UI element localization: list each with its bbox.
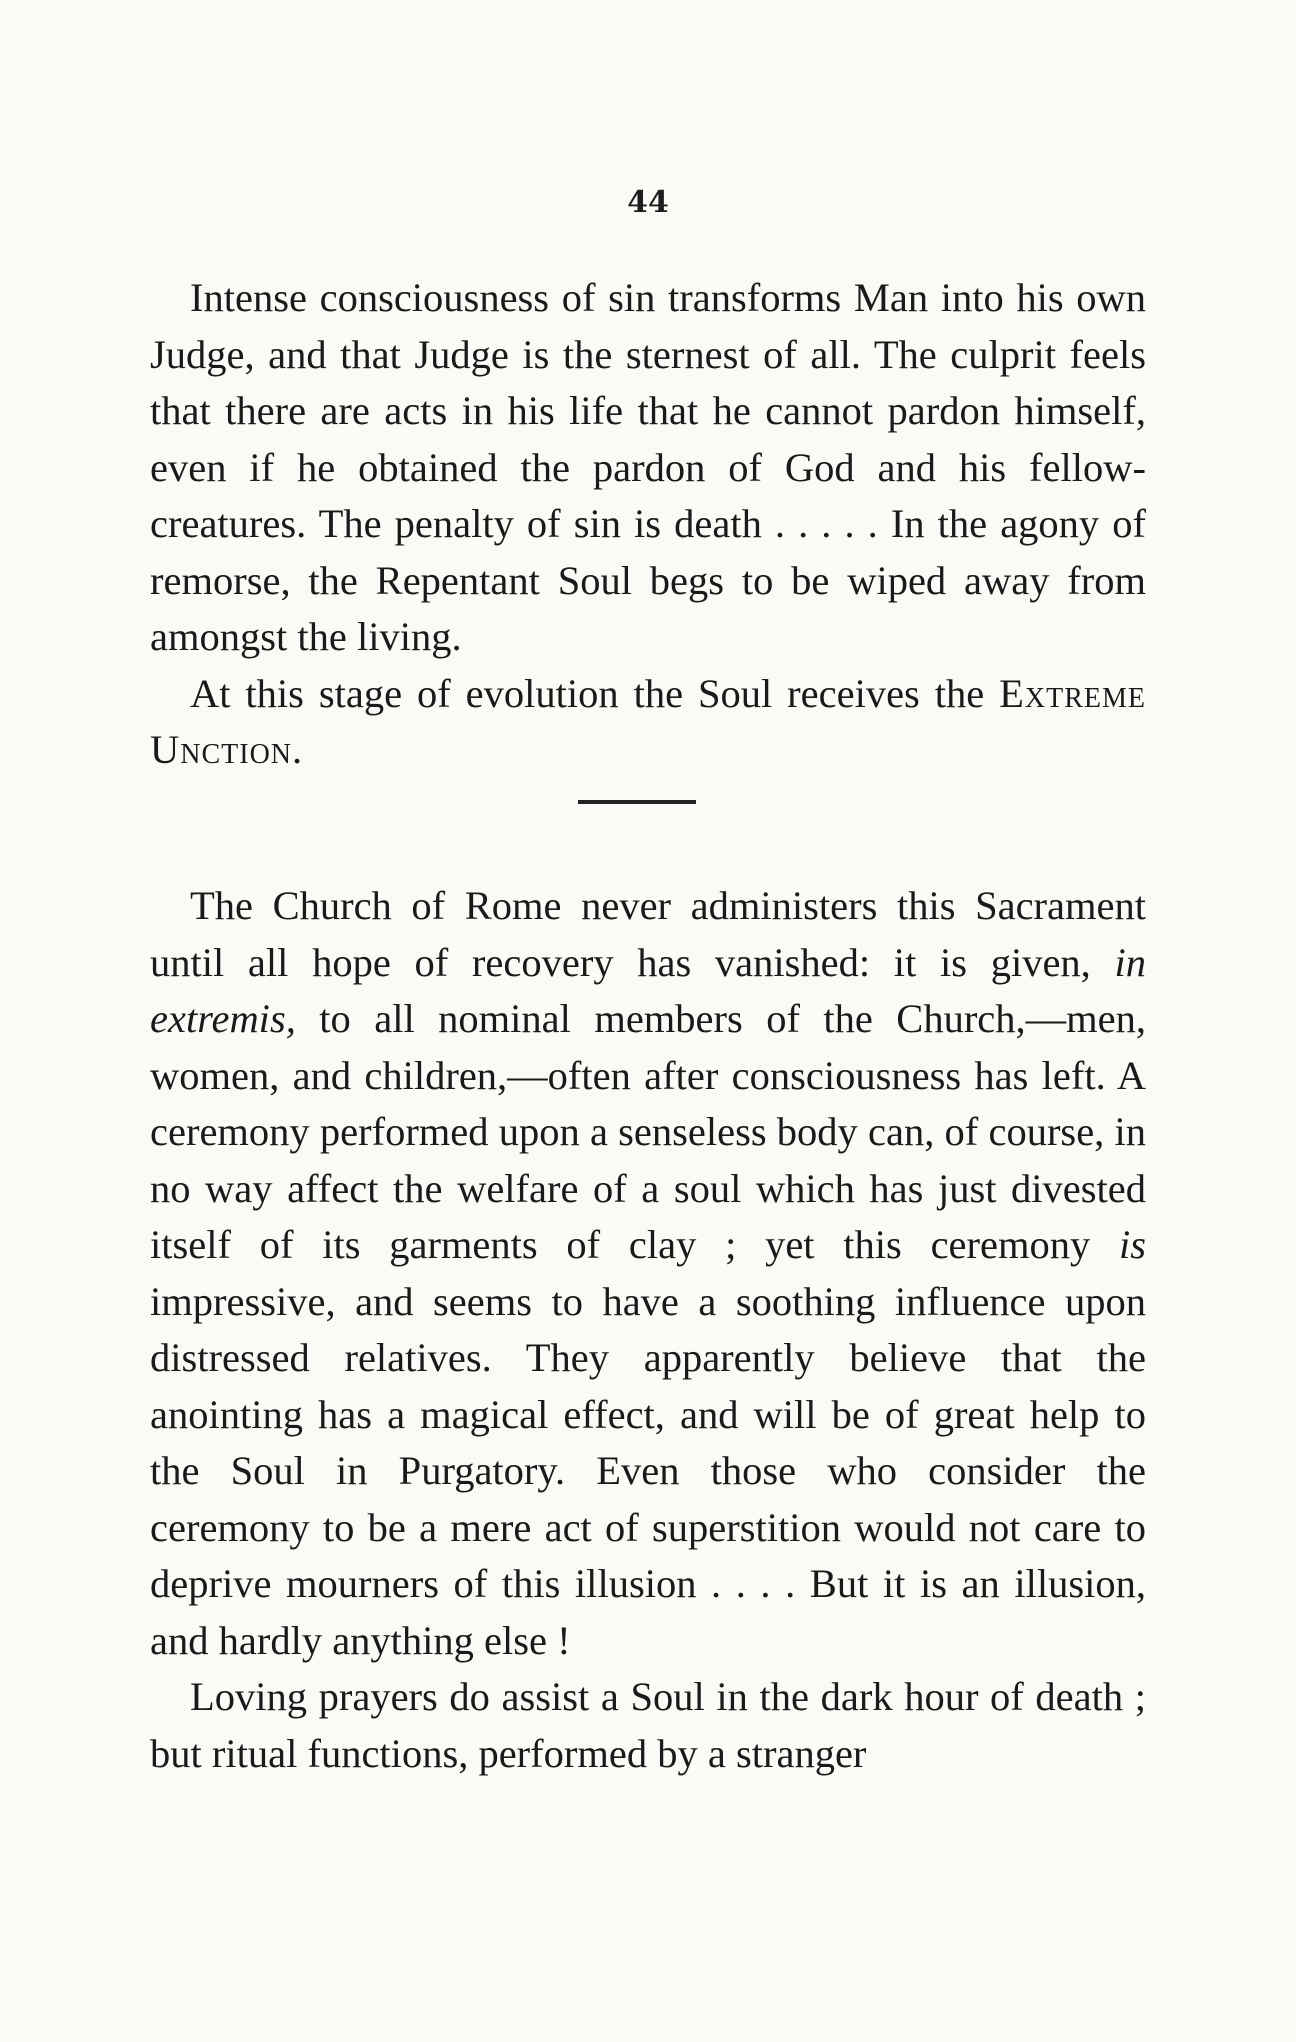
church-text-part-3: impressive, and seems to have a soothing influence upon distressed relatives. They apparently believe that the anointing has a magical effect, and will be of great help to the Soul in Purgatory. Even those who consider the ceremony to be a mere act of superstition would not care to deprive mourners of this illusion . . . . But it is an illusion, and hardly anything else ! [150, 1278, 1146, 1663]
church-text-part-2: to all nominal members of the Church,—men, women, and children,—often after consciousness has left. A ceremony performed upon a senseless body can, of course, in no way affect the welfare of a soul which has just divested itself of its garments of clay ; yet this ceremony [150, 996, 1147, 1267]
paragraph-church-of-rome [150, 878, 1146, 1669]
italic-in-extremis: in extremis, [150, 939, 1146, 1041]
paragraph-extreme-unction-text: At this stage of evolution the Soul receives the [190, 670, 985, 716]
section-2 [150, 878, 1146, 1782]
paragraph-extreme-unction [150, 666, 1146, 779]
page-number: 44 [627, 185, 669, 220]
paragraph-extreme-unction-end: . [292, 727, 303, 772]
extreme-unction-term: Extreme Unction [150, 670, 1147, 772]
paragraph-sin-consciousness: Intense consciousness of sin transforms Man into his own Judge, and that Judge is the sternest of all. The culprit feels that there are acts in his life that he cannot pardon himself, even if he obtained the pardon of God and his fellow-creatures. The penalty of sin is death . . . . . In the agony of remorse, the Repentant Soul begs to be wiped away from amongst the living. [150, 275, 1146, 659]
section-1 [150, 270, 1146, 779]
paragraph-loving-prayers: Loving prayers do assist a Soul in the dark hour of death ; but ritual functions, performed by a stranger [150, 1674, 1146, 1776]
church-text-part-1: The Church of Rome never administers this Sacrament until all hope of recovery has vanished: it is given, [150, 883, 1146, 985]
section-divider [578, 800, 696, 804]
italic-is: is [1118, 1222, 1146, 1267]
